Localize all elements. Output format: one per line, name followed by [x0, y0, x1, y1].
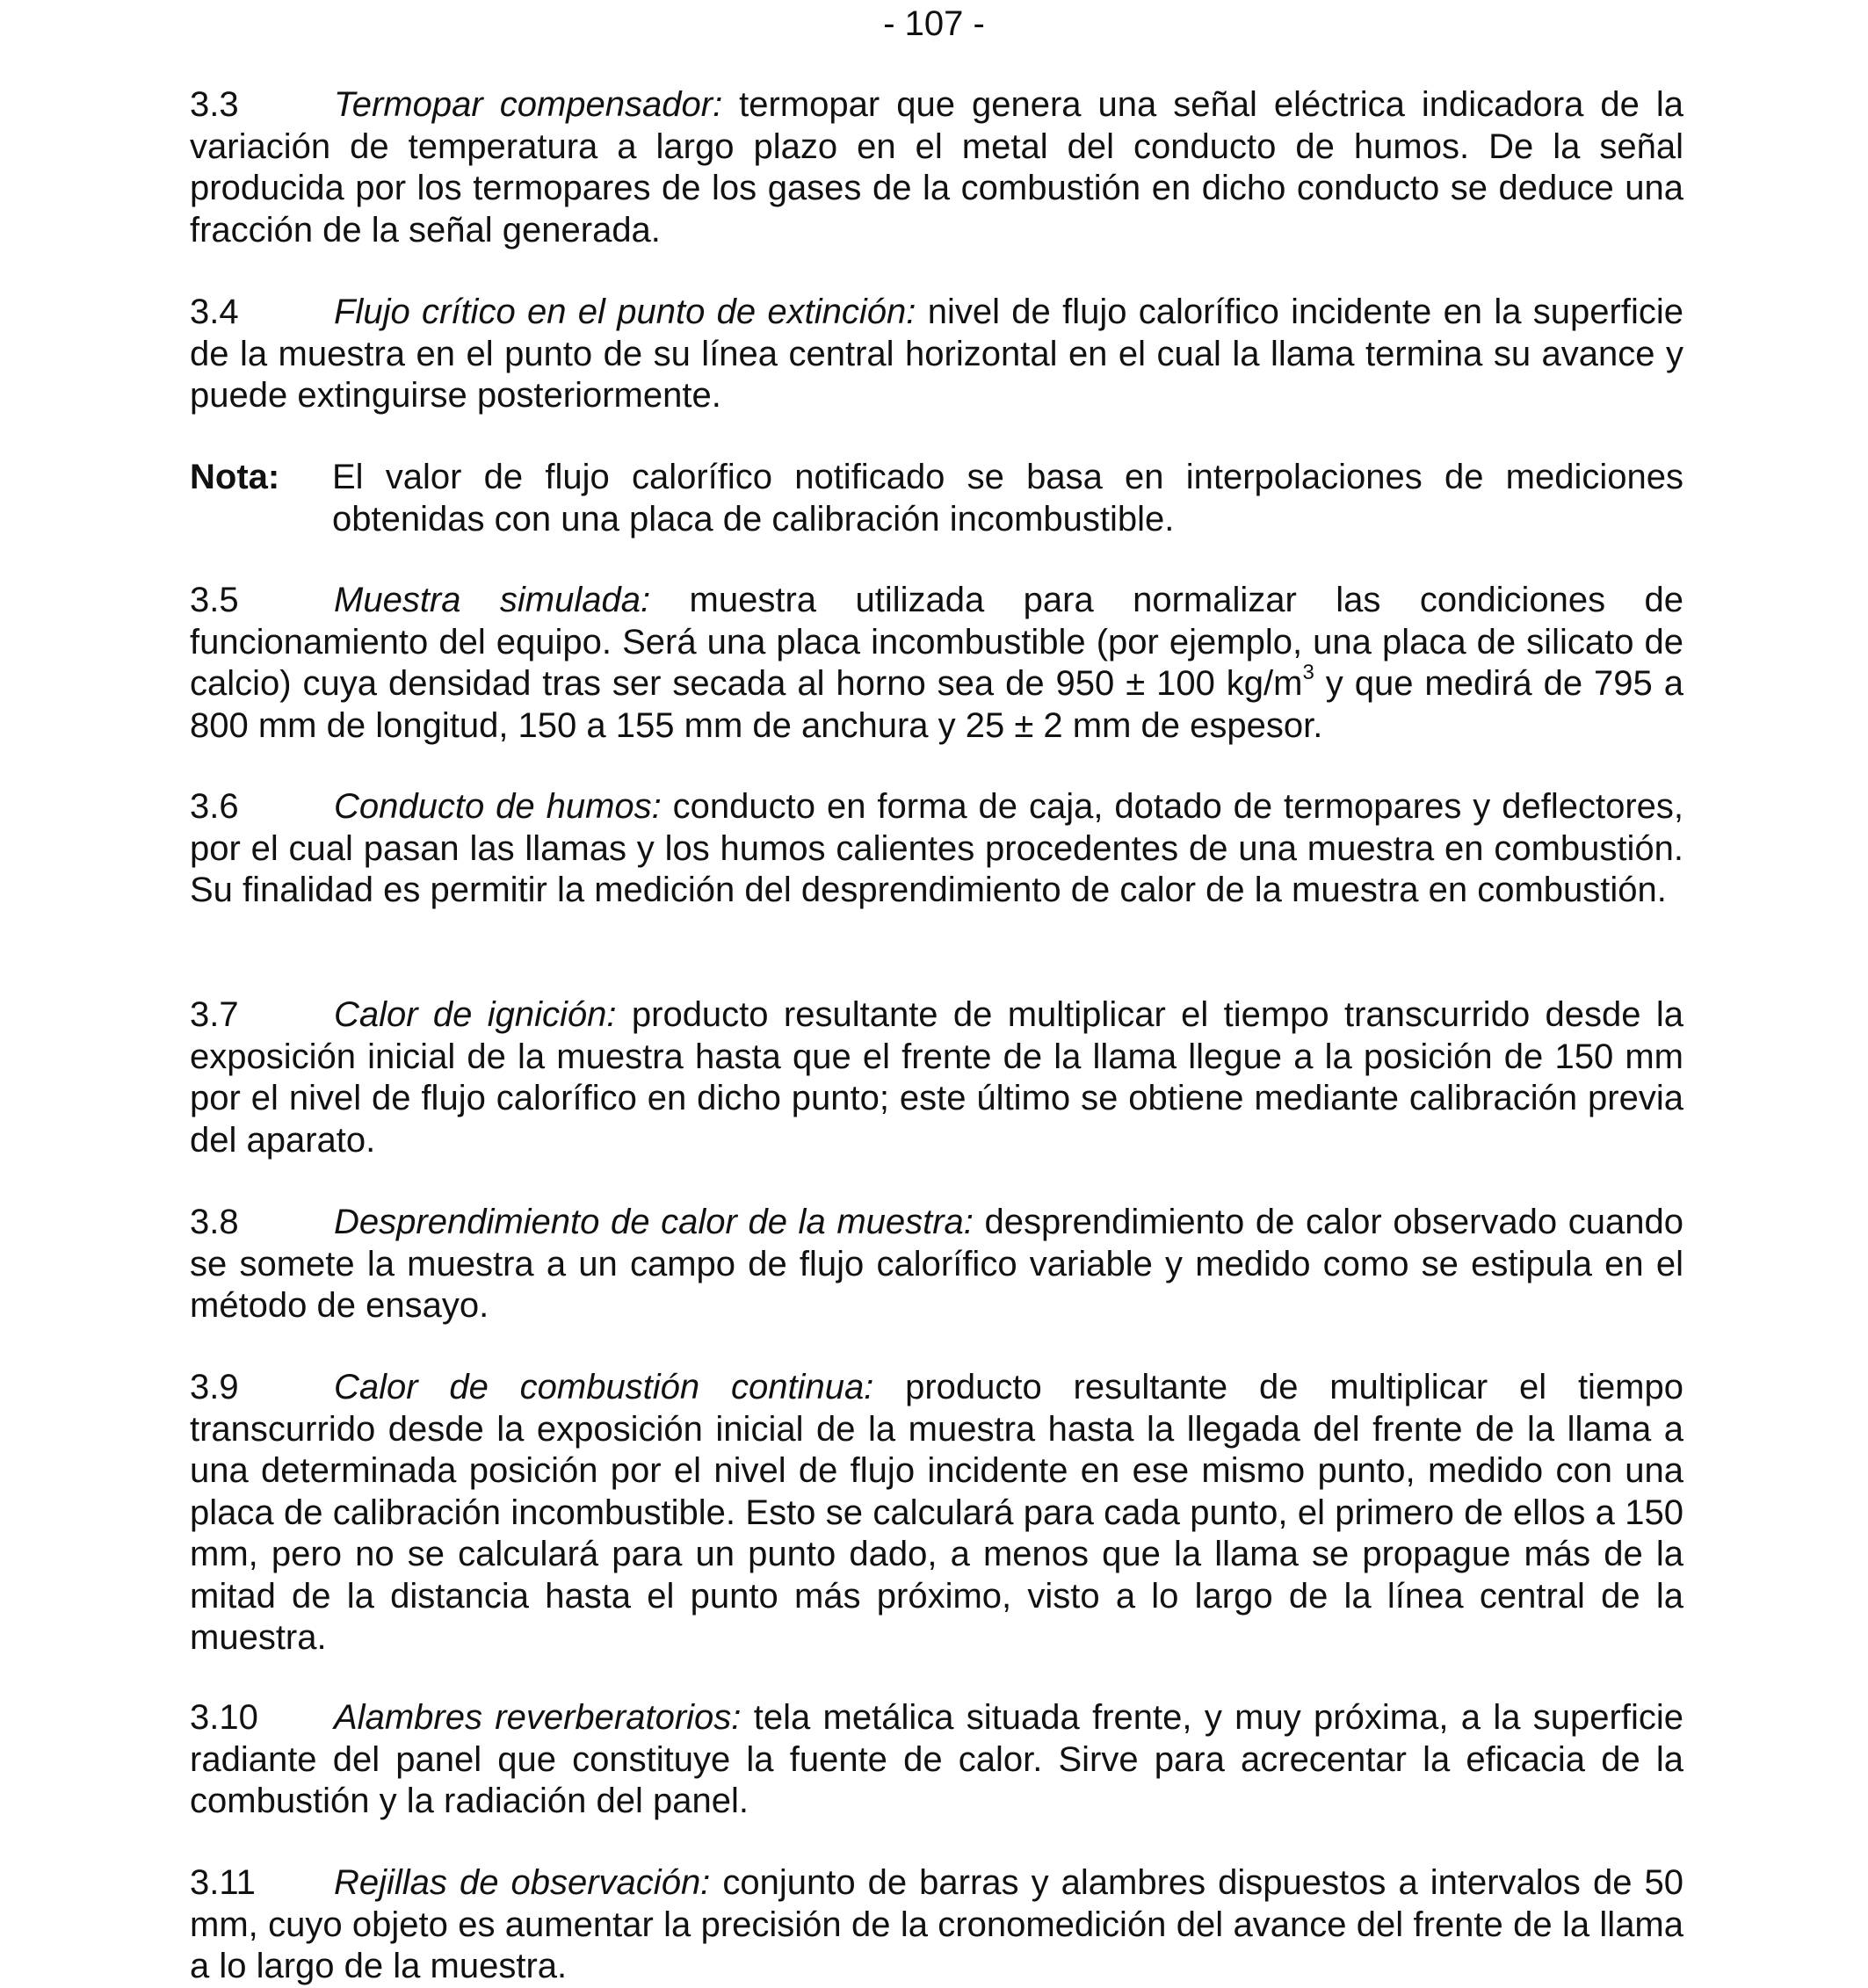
section-text-after: y que medirá de 795 a 800 mm de longitud, 150 a 155 mm de anchura y 25 ± 2 mm de espesor. — [190, 664, 1683, 745]
section-term: Conducto de humos: — [334, 787, 662, 826]
section-3-8 — [190, 1202, 1683, 1327]
section-term: Muestra simulada: — [334, 581, 651, 619]
section-text: desprendimiento de calor observado cuando se somete la muestra a un campo de flujo calorífico variable y medido como se estipula en el método de ensayo. — [190, 1203, 1683, 1325]
section-number: 3.4 — [190, 293, 239, 331]
section-3-5 — [190, 580, 1683, 747]
section-3-7 — [190, 994, 1683, 1161]
section-text-before: muestra utilizada para normalizar las condiciones de funcionamiento del equipo. Será una placa incombustible (por ejemplo, una placa de silicato de calcio) cuya densidad tras ser secada al horno sea de 950 ± 100 kg/m — [190, 581, 1683, 703]
note-block — [190, 457, 1683, 540]
section-term: Calor de ignición: — [334, 995, 617, 1034]
section-term: Alambres reverberatorios: — [334, 1698, 742, 1737]
section-3-3 — [190, 84, 1683, 251]
section-text: producto resultante de multiplicar el tiempo transcurrido desde la exposición inicial de la muestra hasta la llegada del frente de la llama a una determinada posición por el nivel de flujo incidente en ese mismo punto, medido con una placa de calibración incombustible. Esto se calculará para cada punto, el primero de ellos a 150 mm, pero no se calculará para un punto dado, a menos que la llama se propague más de la mitad de la distancia hasta el punto más próximo, visto a lo largo de la línea central de la muestra. — [190, 1368, 1683, 1657]
section-number: 3.6 — [190, 787, 239, 826]
section-term: Flujo crítico en el punto de extinción: — [334, 293, 916, 331]
section-term: Calor de combustión continua: — [334, 1368, 874, 1406]
section-term: Termopar compensador: — [334, 85, 723, 124]
note-text: El valor de flujo calorífico notificado se basa en interpolaciones de mediciones obtenidas con una placa de calibración incombustible. — [332, 458, 1683, 539]
section-number: 3.7 — [190, 995, 239, 1034]
section-text: nivel de flujo calorífico incidente en la superficie de la muestra en el punto de su línea central horizontal en el cual la llama termina su avance y puede extinguirse posteriormente. — [190, 293, 1683, 415]
section-term: Desprendimiento de calor de la muestra: — [334, 1203, 974, 1241]
section-3-11 — [190, 1862, 1683, 1988]
section-text: producto resultante de multiplicar el tiempo transcurrido desde la exposición inicial de la muestra hasta que el frente de la llama llegue a la posición de 150 mm por el nivel de flujo calorífico en dicho punto; este último se obtiene mediante calibración previa del aparato. — [190, 995, 1683, 1160]
section-3-10 — [190, 1697, 1683, 1823]
section-text: conducto en forma de caja, dotado de termopares y deflectores, por el cual pasan las llamas y los humos calientes procedentes de una muestra en combustión. Su finalidad es permitir la medición del desprendimiento de calor de la muestra en combustión. — [190, 787, 1683, 909]
superscript-cubed: 3 — [1302, 661, 1314, 684]
section-number: 3.3 — [190, 85, 239, 124]
section-number: 3.11 — [190, 1863, 256, 1902]
section-3-6 — [190, 786, 1683, 912]
section-number: 3.5 — [190, 581, 239, 619]
section-number: 3.9 — [190, 1368, 239, 1406]
section-3-9 — [190, 1367, 1683, 1659]
section-text: termopar que genera una señal eléctrica indicadora de la variación de temperatura a largo plazo en el metal del conducto de humos. De la señal producida por los termopares de los gases de la combustión en dicho conducto se deduce una fracción de la señal generada. — [190, 85, 1684, 249]
section-term: Rejillas de observación: — [334, 1863, 711, 1902]
section-text: conjunto de barras y alambres dispuestos a intervalos de 50 mm, cuyo objeto es aumentar la precisión de la cronomedición del avance del frente de la llama a lo largo de la muestra. — [190, 1863, 1683, 1985]
section-number: 3.8 — [190, 1203, 239, 1241]
section-number: 3.10 — [190, 1698, 258, 1737]
section-text: tela metálica situada frente, y muy próxima, a la superficie radiante del panel que constituye la fuente de calor. Sirve para acrecentar la eficacia de la combustión y la radiación del panel. — [190, 1698, 1683, 1820]
page-number: - 107 - — [883, 4, 985, 43]
section-3-4 — [190, 292, 1683, 417]
note-label: Nota: — [190, 458, 280, 496]
